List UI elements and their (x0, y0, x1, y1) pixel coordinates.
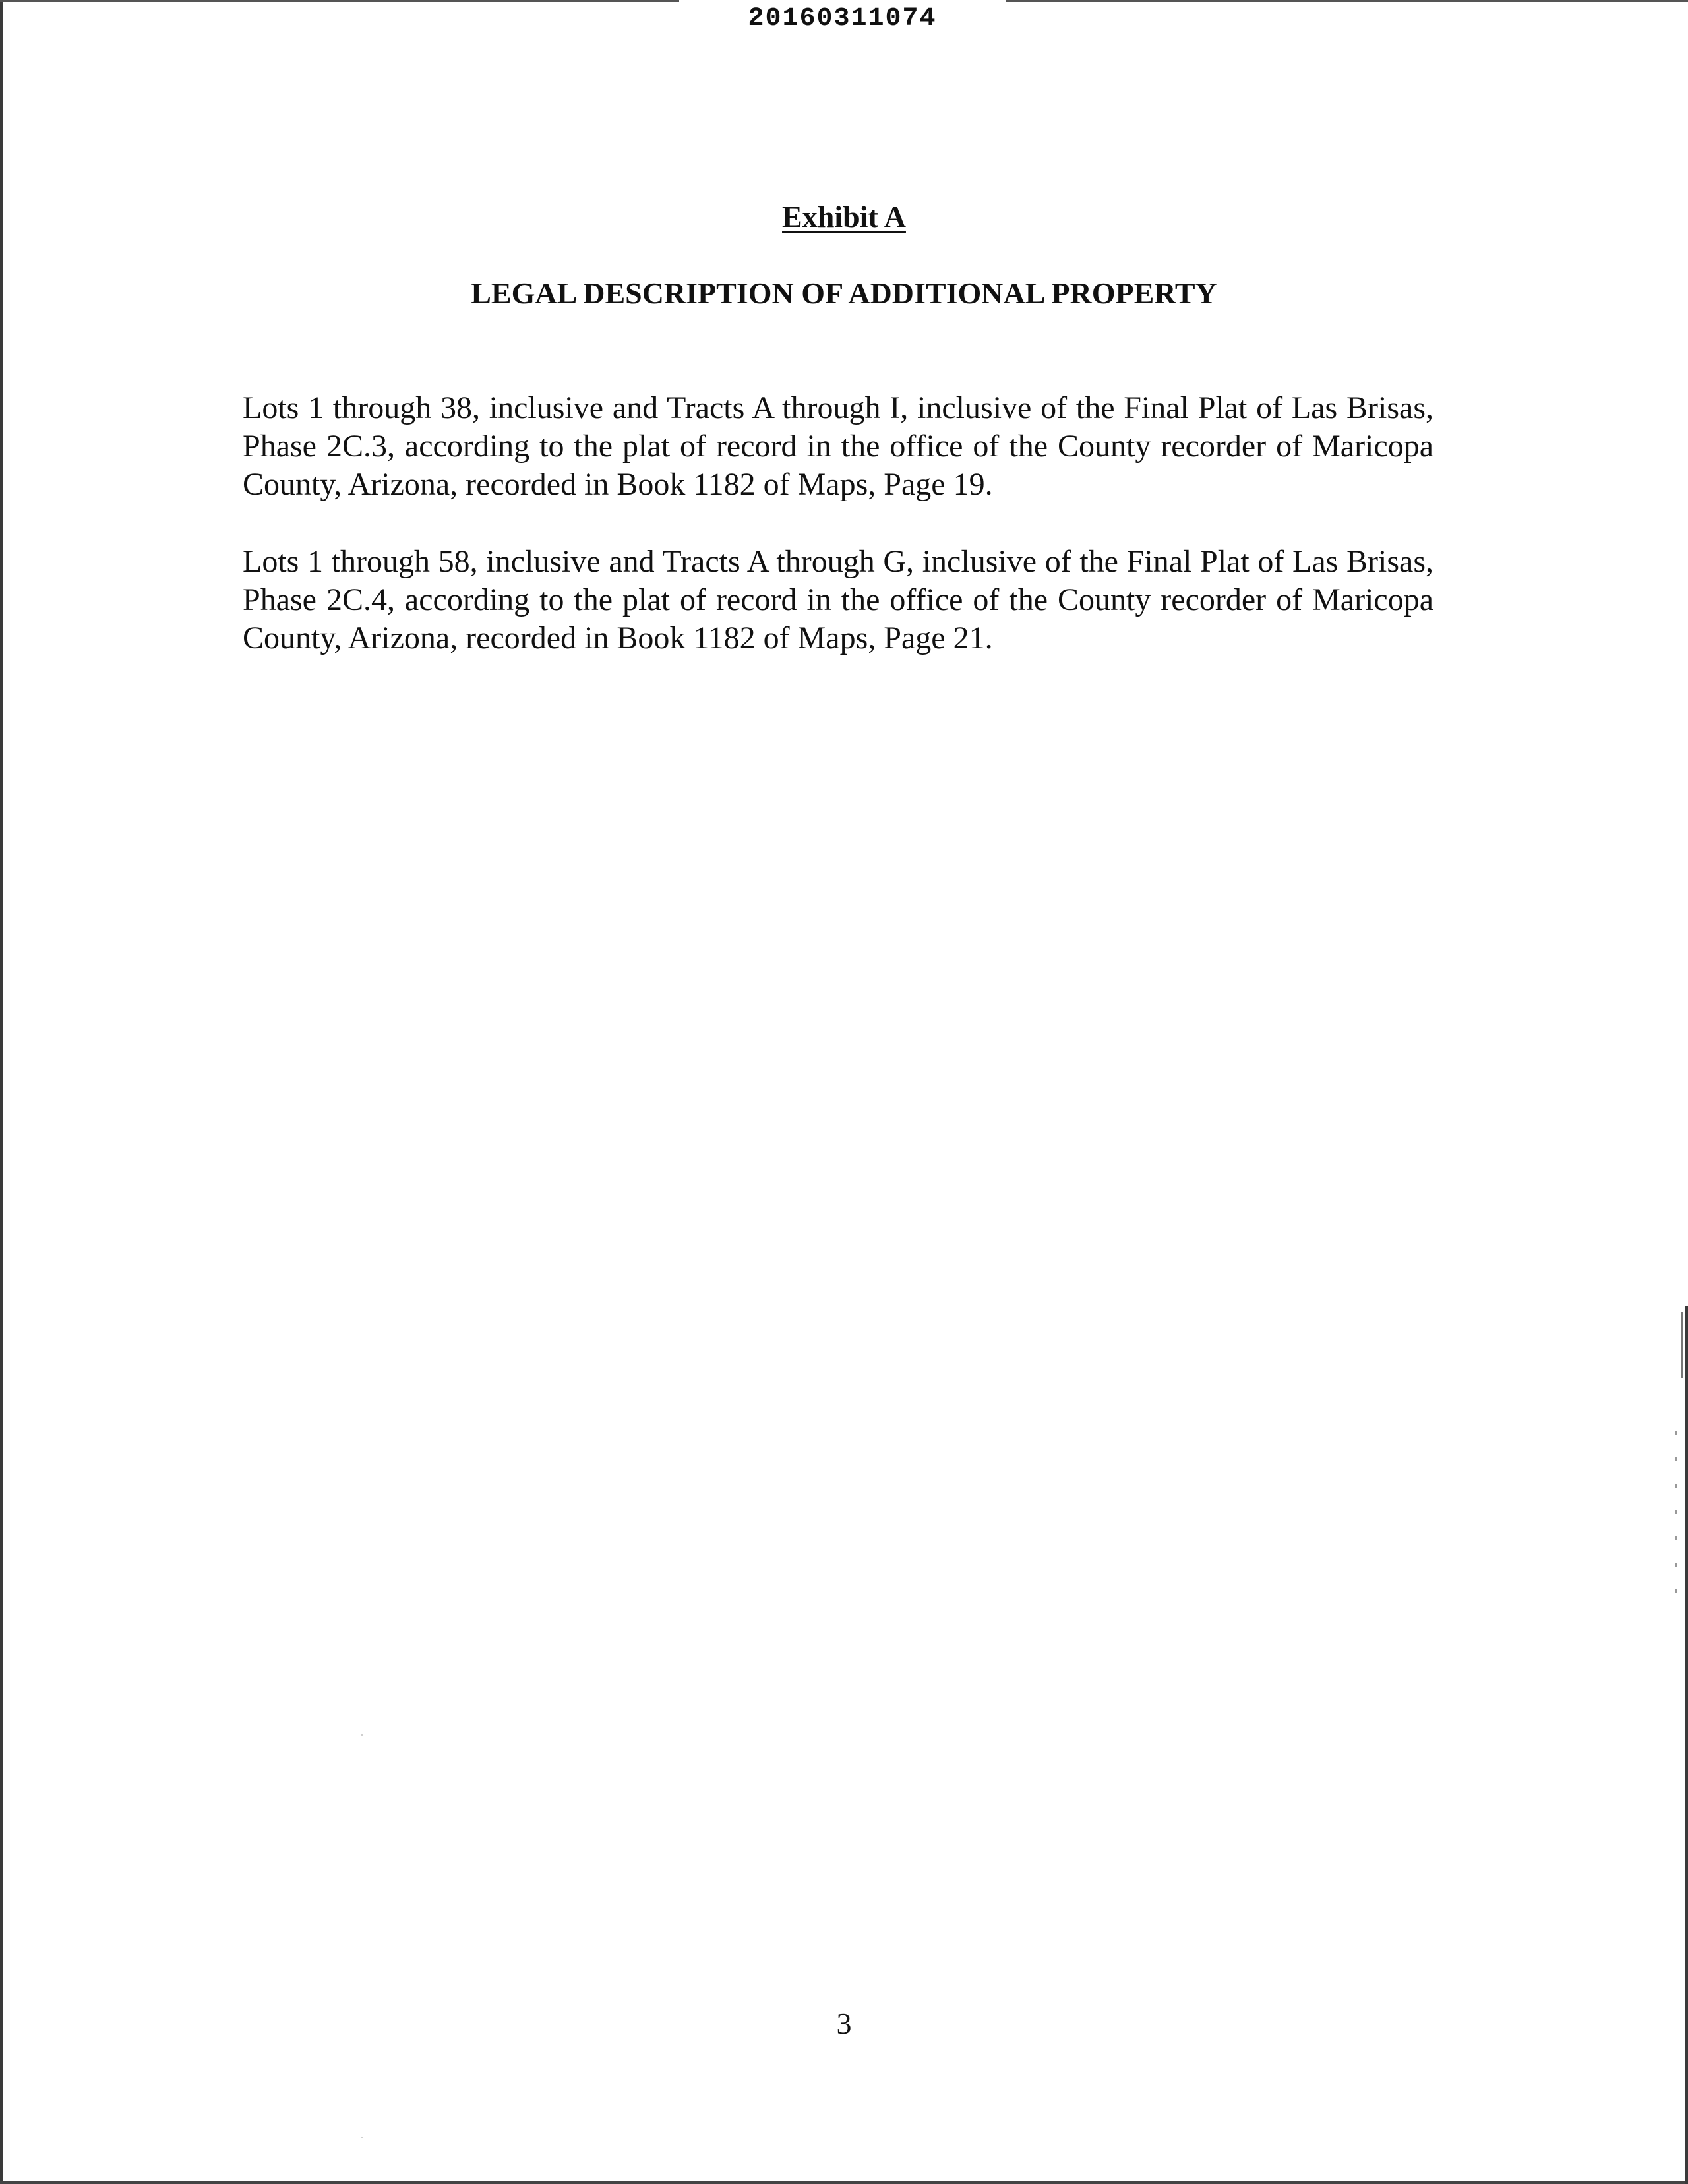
exhibit-title: Exhibit A (782, 200, 906, 233)
scan-border-right (1685, 1306, 1688, 2184)
page-number: 3 (836, 2007, 852, 2040)
scan-ticks (1675, 1431, 1677, 1616)
scan-border-left (0, 0, 3, 2184)
legal-description-paragraph-2: Lots 1 through 58, inclusive and Tracts A through G, inclusive of the Final Plat of Las Brisas, Phase 2C.4, according to the plat of record in the office of the County recorder of Maricopa County, Arizona, recorded in Book 1182 of Maps, Page 21. (243, 544, 1433, 655)
legal-description-paragraph-1: Lots 1 through 38, inclusive and Tracts A through I, inclusive of the Final Plat of Las Brisas, Phase 2C.3, according to the plat of record in the office of the County recorder of Maricopa County, Arizona, recorded in Book 1182 of Maps, Page 19. (243, 390, 1433, 502)
scan-border-top-right (1006, 0, 1688, 2)
scan-mark (1681, 1312, 1683, 1378)
recording-number: 20160311074 (748, 4, 937, 34)
scan-border-top-left (0, 0, 679, 2)
section-title: LEGAL DESCRIPTION OF ADDITIONAL PROPERTY (471, 276, 1217, 310)
scan-border-bottom (0, 2181, 1688, 2184)
scan-speck (361, 1734, 363, 1736)
scan-speck (361, 2137, 363, 2138)
